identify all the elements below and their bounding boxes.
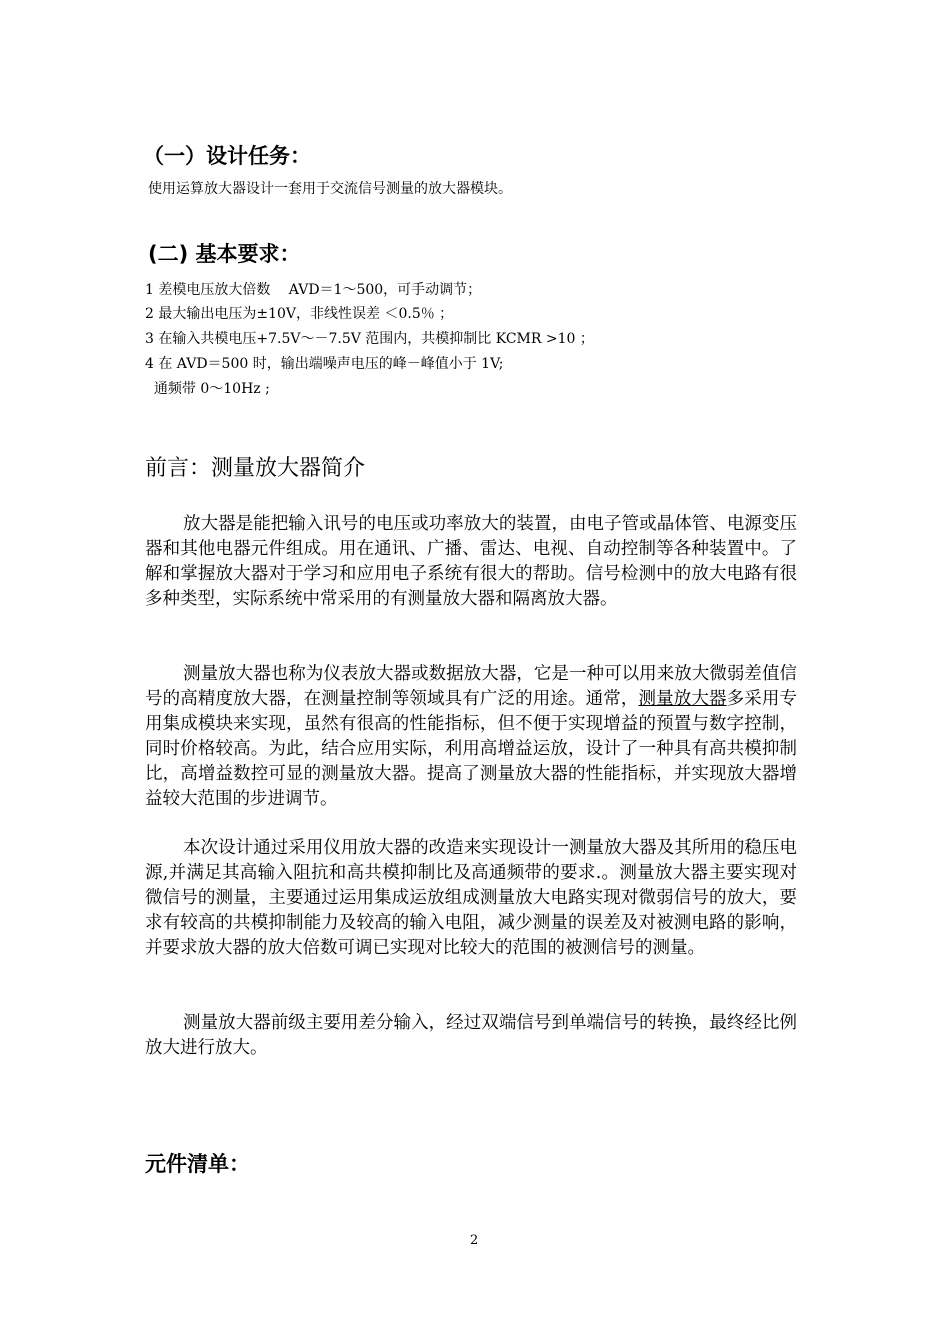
requirement-item-5: 通频带 0～10Hz ; [145,381,270,397]
requirement-item-1: 1 差模电压放大倍数 AVD＝1～500，可手动调节； [145,282,482,298]
preface-paragraph-4 [145,1011,797,1061]
preface-paragraph-3 [145,836,797,961]
preface-paragraph-2-text-a: 测量放大器也称为仪表放大器或数据放大器，它是一种可以用来放大微弱差值信号的高精度放大器，在测量控制等领域具有广泛的用途。通常， [145,664,797,709]
measurement-amplifier-link[interactable]: 测量放大器 [638,689,727,709]
preface-paragraph-3-text: 本次设计通过采用仪用放大器的改造来实现设计一测量放大器及其所用的稳压电源,并满足其高输入阻抗和高共模抑制比及高通频带的要求.。测量放大器主要实现对微信号的测量，主要通过运用集成运放组成测量放大电路实现对微弱信号的放大，要求有较高的共模抑制能力及较高的输入电阻，减少测量的误差及对被测电路的影响，并要求放大器的放大倍数可调已实现对比较大的范围的被测信号的测量。 [145,838,797,958]
preface-paragraph-2 [145,662,797,812]
preface-paragraph-1 [145,512,797,612]
preface-paragraph-4-text: 测量放大器前级主要用差分输入，经过双端信号到单端信号的转换，最终经比例放大进行放大。 [145,1013,797,1058]
requirement-item-3: 3 在输入共模电压+7.5V～－7.5V 范围内，共模抑制比 KCMR >10 ； [145,331,594,347]
requirement-item-2: 2 最大输出电压为±10V，非线性误差 ＜0.5％ ； [145,306,454,322]
preface-heading: 前言：测量放大器简介 [145,456,366,481]
preface-paragraph-2-text-b: 多采用专用集成模块来实现，虽然有很高的性能指标，但不便于实现增益的预置与数字控制，同时价格较高。为此，结合应用实际，利用高增益运放，设计了一种具有高共模抑制比，高增益数控可显的测量放大器。提高了测量放大器的性能指标，并实现放大器增益较大范围的步进调节。 [145,689,797,809]
requirement-item-4: 4 在 AVD＝500 时，输出端噪声电压的峰－峰值小于 1V; [145,356,504,372]
component-list-heading: 元件清单： [145,1152,250,1176]
page-number: 2 [470,1233,479,1248]
section-heading-design-task: （一）设计任务： [143,144,311,168]
preface-paragraph-1-text: 放大器是能把输入讯号的电压或功率放大的装置，由电子管或晶体管、电源变压器和其他电器元件组成。用在通讯、广播、雷达、电视、自动控制等各种装置中。了解和掌握放大器对于学习和应用电子系统有很大的帮助。信号检测中的放大电路有很多种类型，实际系统中常采用的有测量放大器和隔离放大器。 [145,514,797,609]
section-heading-requirements: (二) 基本要求： [148,242,301,266]
design-task-text: 使用运算放大器设计一套用于交流信号测量的放大器模块。 [148,181,512,197]
